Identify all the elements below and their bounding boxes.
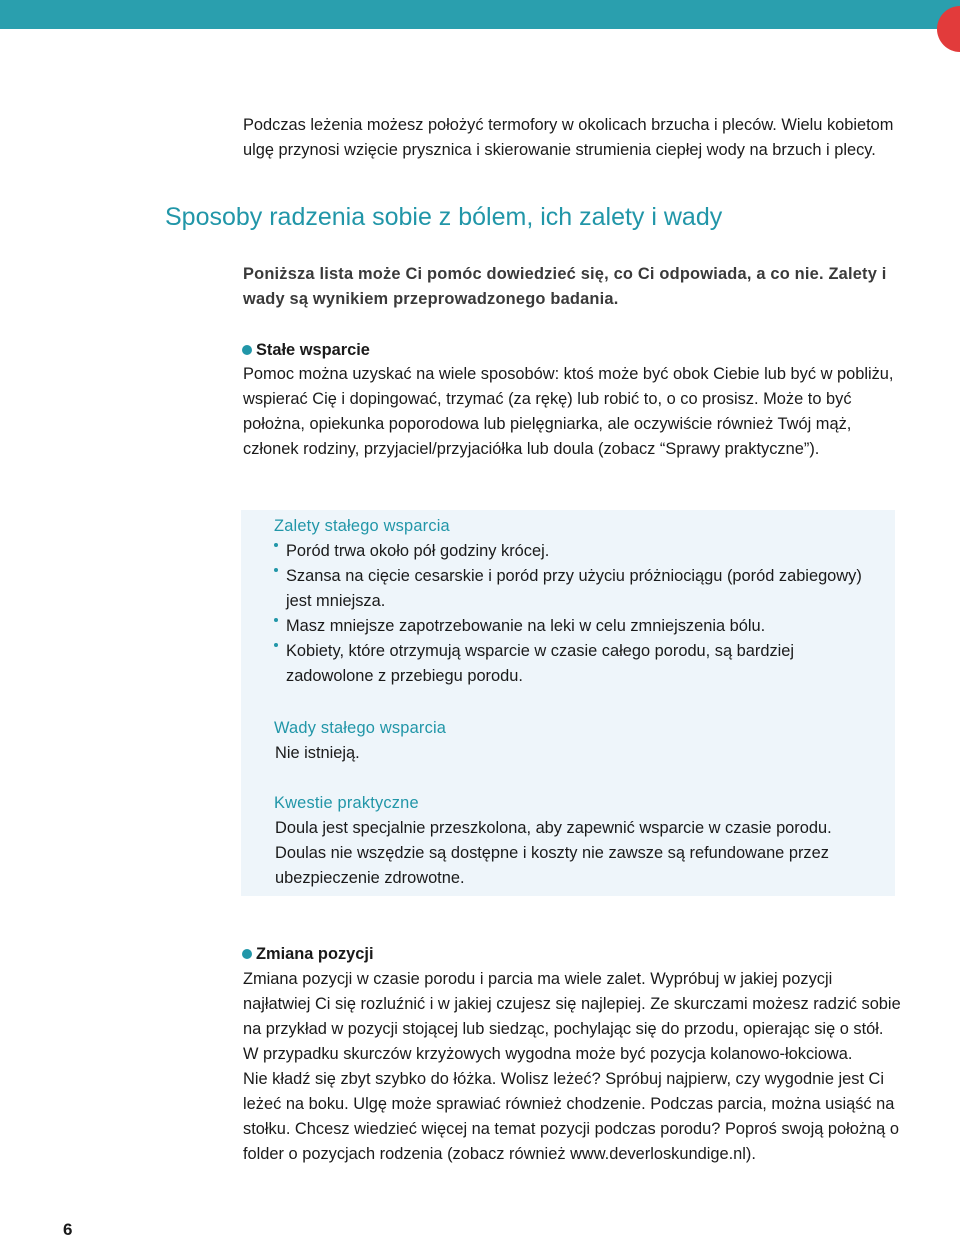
list-item-text: Masz mniejsze zapotrzebowanie na leki w celu zmniejszenia bólu. [286,617,766,635]
position-heading-text: Zmiana pozycji [256,945,374,963]
list-item-text: Poród trwa około pół godziny krócej. [286,542,550,560]
list-item [274,564,874,614]
practical-heading: Kwestie praktyczne [274,794,419,812]
pros-heading: Zalety stałego wsparcia [274,517,450,535]
list-item [274,539,874,564]
support-body: Pomoc można uzyskać na wiele sposobów: ktoś może być obok Ciebie lub być w pobliżu, wspierać Cię i dopingować, trzymać (za rękę) lub robić to, o co prosisz. Może to być położna, opiekunka poporodowa lub pielęgniarka, ale oczywiście również Twój mąż, członek rodziny, przyjaciel/przyjaciółka lub doula (zobacz “Sprawy praktyczne”). [243,365,894,458]
top-color-bar [0,0,960,29]
list-item-text: Szansa na cięcie cesarskie i poród przy użyciu próżniociągu (poród zabiegowy) jest mniejsza. [286,567,862,610]
pros-list [274,539,874,689]
cons-heading: Wady stałego wsparcia [274,719,447,737]
bullet-icon [274,543,278,547]
support-heading-text: Stałe wsparcie [256,341,370,359]
bullet-dot-icon [242,949,252,959]
lead-paragraph: Poniższa lista może Ci pomóc dowiedzieć się, co Ci odpowiada, a co nie. Zalety i wady są wynikiem przeprowadzonego badania. [243,265,887,308]
position-body [243,967,903,1167]
list-item [274,639,874,689]
bullet-icon [274,568,278,572]
list-item [274,614,874,639]
position-heading [242,943,374,965]
practical-text: Doula jest specjalnie przeszkolona, aby zapewnić wsparcie w czasie porodu. Doulas nie wszędzie są dostępne i koszty nie zawsze są refundowane przez ubezpieczenie zdrowotne. [275,819,832,887]
position-body-text: Zmiana pozycji w czasie porodu i parcia ma wiele zalet. Wypróbuj w jakiej pozycji najłatwiej Ci się rozluźnić i w jakiej czujesz się najlepiej. Ze skurczami możesz radzić sobie na przykład w pozycji stojącej lub siedząc, pochylając się do przodu, opierając się o stół. W przypadku skurczów krzyżowych wygodna może być pozycja kolanowo-łokciowa. Nie kładź się zbyt szybko do łóżka. Wolisz leżeć? Spróbuj najpierw, czy wygodnie jest Ci leżeć na boku. Ulgę może sprawiać również chodzenie. Podczas parcia, można usiąść na stołku. Chcesz wiedzieć więcej na temat pozycji podczas porodu? Poproś swoją położną o folder o pozycjach rodzenia (zobacz również www.deverloskundige.nl). [243,970,901,1163]
list-item-text: Kobiety, które otrzymują wsparcie w czasie całego porodu, są bardziej zadowolone z przebiegu porodu. [286,642,795,685]
bullet-icon [274,643,278,647]
cons-text: Nie istnieją. [275,744,360,762]
bullet-dot-icon [242,345,252,355]
support-heading [242,339,370,361]
page-number: 6 [63,1220,73,1239]
section-title: Sposoby radzenia sobie z bólem, ich zalety i wady [165,203,723,231]
bullet-icon [274,618,278,622]
intro-paragraph: Podczas leżenia możesz położyć termofory w okolicach brzucha i pleców. Wielu kobietom ulgę przynosi wzięcie prysznica i skierowanie strumienia ciepłej wody na brzuch i plecy. [243,116,894,159]
